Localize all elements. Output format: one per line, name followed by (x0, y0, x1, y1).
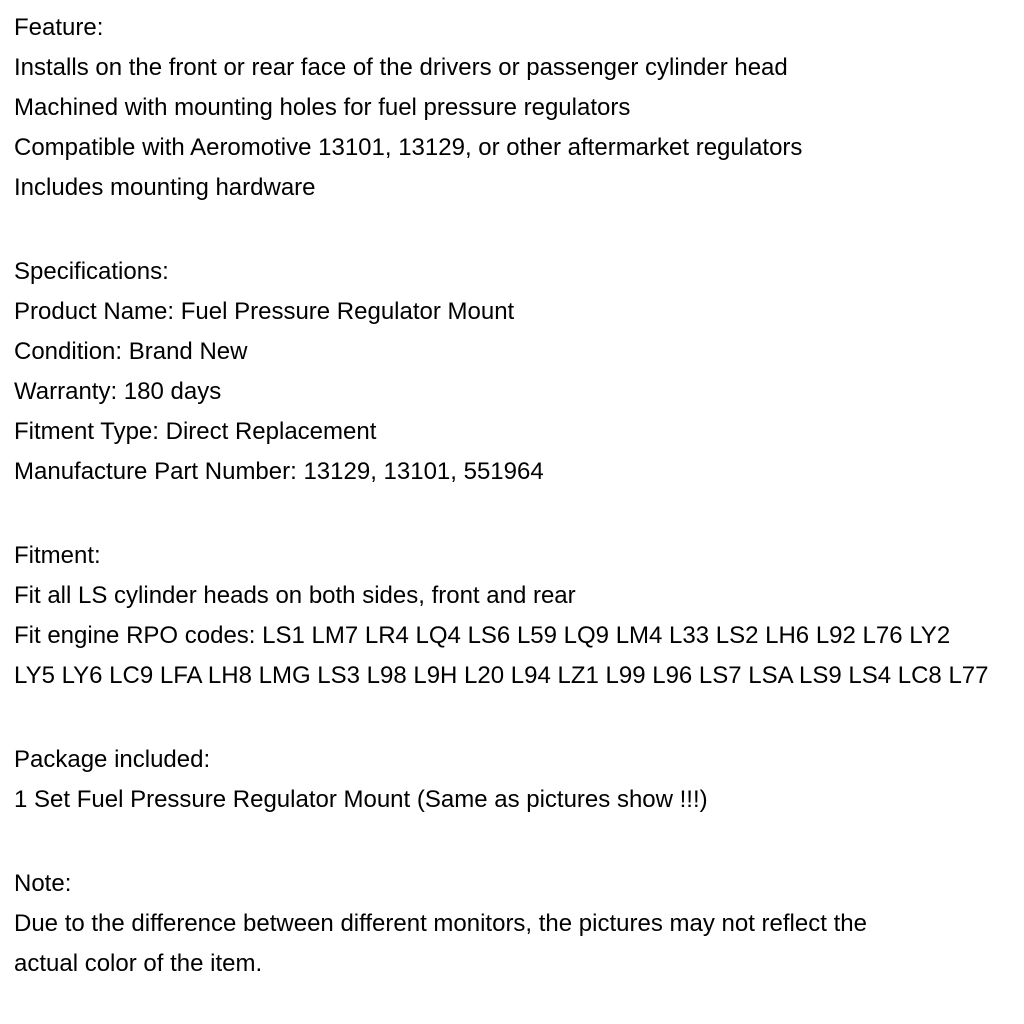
section-heading-package: Package included: (14, 746, 211, 773)
section-heading-note: Note: (14, 870, 72, 897)
feature-line: Machined with mounting holes for fuel pressure regulators (14, 94, 631, 121)
feature-line: Includes mounting hardware (14, 174, 316, 201)
package-line: 1 Set Fuel Pressure Regulator Mount (Same as pictures show !!!) (14, 786, 708, 813)
section-heading-fitment: Fitment: (14, 542, 101, 569)
spec-warranty: Warranty: 180 days (14, 378, 222, 405)
fitment-line: Fit all LS cylinder heads on both sides, front and rear (14, 582, 576, 609)
note-line: actual color of the item. (14, 950, 263, 977)
note-line: Due to the difference between different monitors, the pictures may not reflect the (14, 910, 867, 937)
spec-part-number: Manufacture Part Number: 13129, 13101, 551964 (14, 458, 544, 485)
spec-fitment-type: Fitment Type: Direct Replacement (14, 418, 377, 445)
section-fitment (14, 536, 1016, 696)
fitment-rpo-codes-line-1: Fit engine RPO codes: LS1 LM7 LR4 LQ4 LS6 L59 LQ9 LM4 L33 LS2 LH6 L92 L76 LY2 (14, 622, 951, 649)
section-heading-feature: Feature: (14, 14, 104, 41)
fitment-rpo-codes-line-2: LY5 LY6 LC9 LFA LH8 LMG LS3 L98 L9H L20 L94 LZ1 L99 L96 LS7 LSA LS9 LS4 LC8 L77 (14, 662, 989, 689)
feature-line: Installs on the front or rear face of the drivers or passenger cylinder head (14, 54, 788, 81)
section-note (14, 864, 1016, 984)
section-specifications (14, 252, 1016, 492)
spec-product-name: Product Name: Fuel Pressure Regulator Mount (14, 298, 515, 325)
feature-line: Compatible with Aeromotive 13101, 13129, or other aftermarket regulators (14, 134, 803, 161)
spec-condition: Condition: Brand New (14, 338, 248, 365)
section-package-included (14, 740, 1016, 820)
section-heading-specifications: Specifications: (14, 258, 169, 285)
section-feature (14, 8, 1016, 208)
